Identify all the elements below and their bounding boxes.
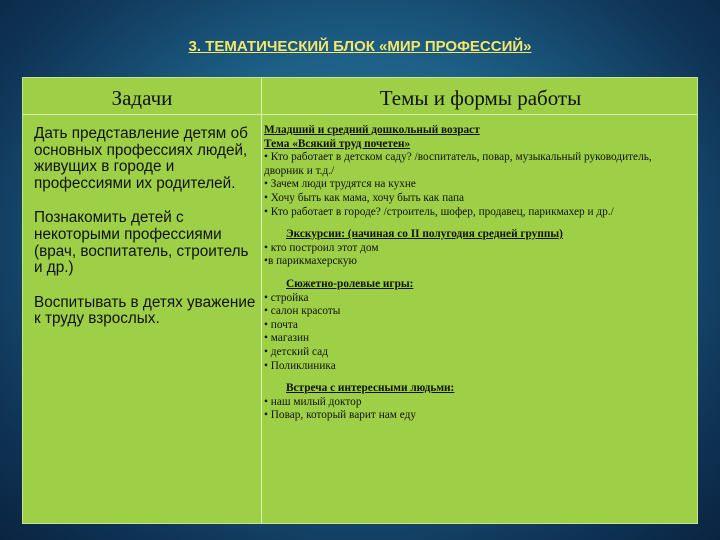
topics-table [22,77,698,524]
topic-group-roleplay [264,278,694,373]
topics-column [264,124,694,432]
task-item: Воспитывать в детях уважение к труду взрослых. [34,293,256,328]
group-subtitle: Тема «Всякий труд почетен» [264,137,411,150]
header-topics: Темы и формы работы [379,86,582,110]
task-item: Познакомить детей с некоторыми профессиями (врач, воспитатель, строитель и др.) [34,209,249,277]
list-item: • кто построил этот дом [264,241,379,254]
list-item: • детский сад [264,345,328,358]
task-item: Дать представление детям об основных профессиях людей, живущих в городе и профессиями их родителей. [34,125,248,192]
list-item: • Хочу быть как мама, хочу быть как папа [264,191,465,204]
list-item: • стройка [264,291,309,304]
list-item: • Кто работает в городе? /строитель, шофер, продавец, парикмахер и др./ [264,205,614,218]
list-item: • наш милый доктор [264,395,362,408]
list-item: • салон красоты [264,305,341,318]
topic-group-age [264,124,694,219]
header-divider [23,114,697,115]
header-tasks: Задачи [111,86,173,110]
tasks-column [34,126,256,346]
list-item: •в парикмахерскую [264,255,357,268]
group-title: Экскурсии: (начиная со II полугодия средней группы) [286,228,563,241]
list-item: • Кто работает в детском саду? /воспитатель, повар, музыкальный руководитель, дворник и т.д./ [264,151,652,177]
slide-title: 3. ТЕМАТИЧЕСКИЙ БЛОК «МИР ПРОФЕССИЙ» [188,38,532,55]
group-title: Встреча с интересными людьми: [286,382,455,395]
column-divider [261,78,262,523]
topic-group-meetings [264,382,694,423]
list-item: • магазин [264,332,310,345]
group-title: Младший и средний дошкольный возраст [264,124,480,136]
list-item: • Зачем люди трудятся на кухне [264,178,416,191]
topic-group-excursions [264,228,694,269]
list-item: • Повар, который варит нам еду [264,409,416,422]
list-item: • почта [264,318,298,331]
group-title: Сюжетно-ролевые игры: [286,277,414,290]
list-item: • Поликлиника [264,359,336,372]
